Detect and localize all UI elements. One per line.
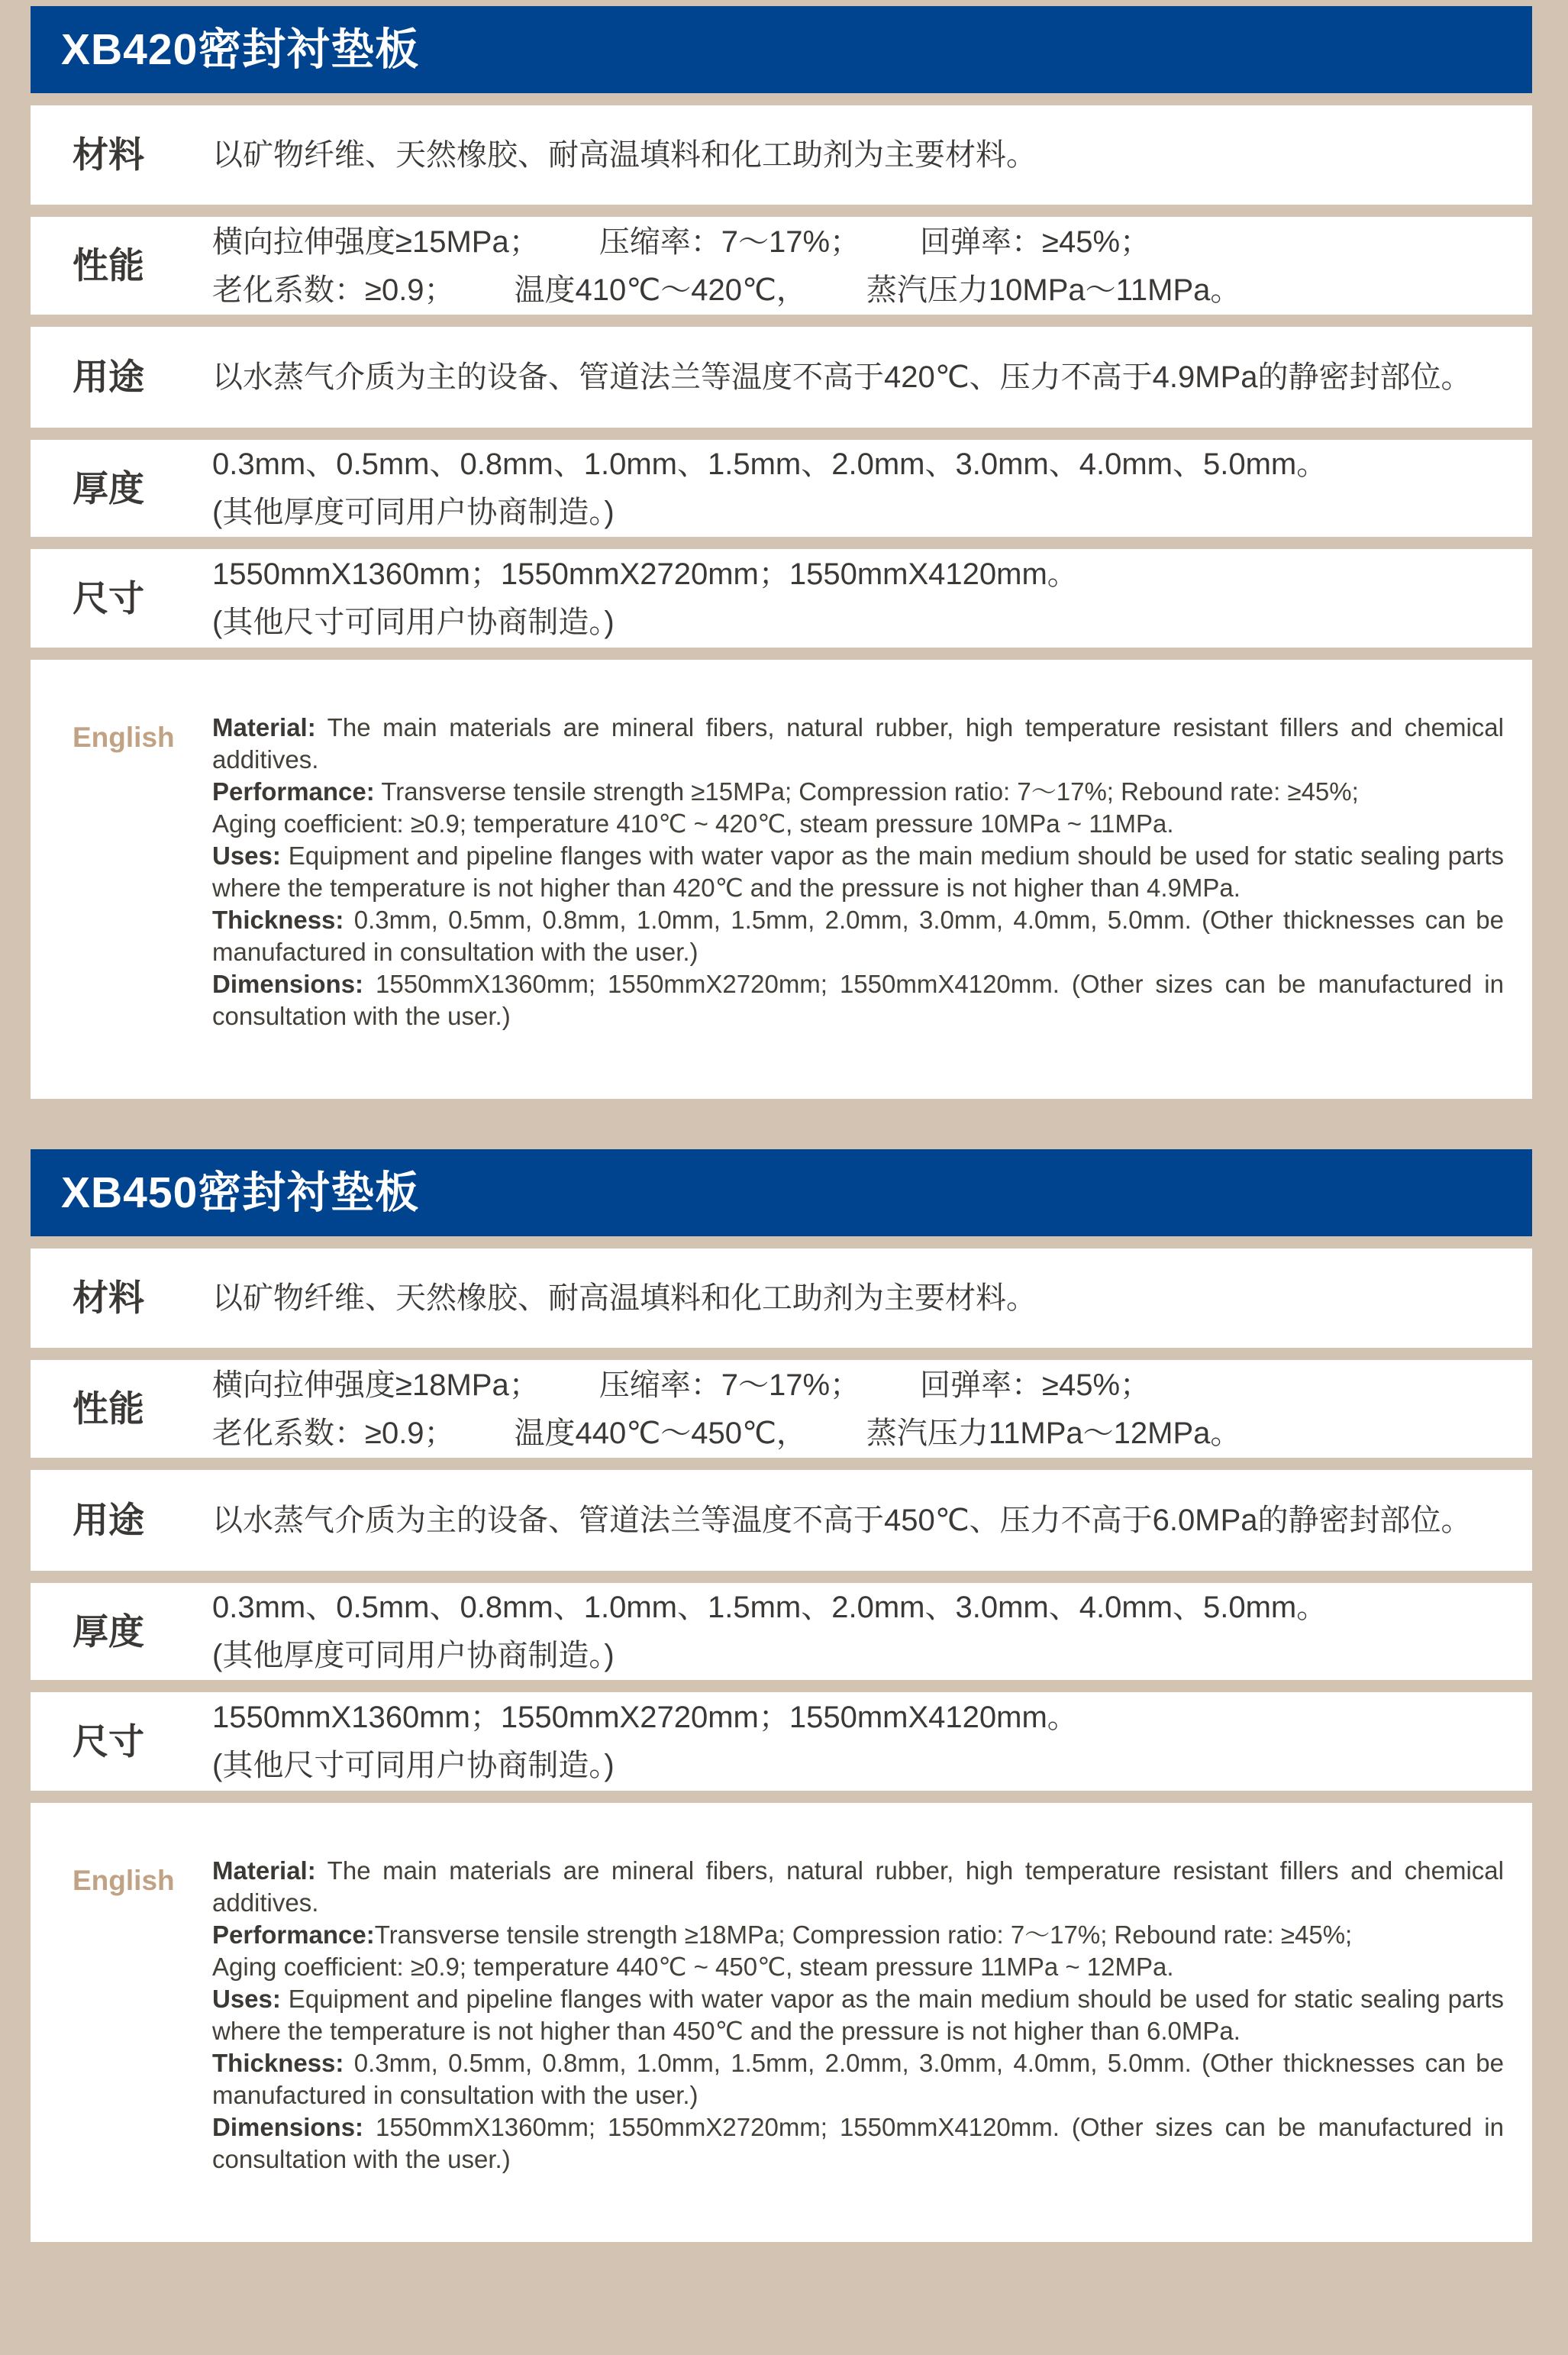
paragraph-text: Transverse tensile strength ≥15MPa; Compression ratio: 7～17%; Rebound rate: ≥45%; — [374, 777, 1359, 806]
paragraph-text: Equipment and pipeline flanges with water vapor as the main medium should be used for static sealing parts where the temperature is not higher than 420℃ and the pressure is not higher than 4.9MPa. — [212, 842, 1504, 902]
performance-segment: 温度440℃～450℃， — [514, 1416, 807, 1450]
spec-value-thickness — [212, 446, 1504, 531]
english-paragraph-thickness — [212, 904, 1504, 968]
product-title: XB420密封衬垫板 — [61, 24, 420, 74]
paragraph-text: Aging coefficient: ≥0.9; temperature 440℃ ~ 450℃, steam pressure 11MPa ~ 12MPa. — [212, 1953, 1174, 1981]
spec-row-material — [31, 1249, 1532, 1348]
paragraph-text: 1550mmX1360mm; 1550mmX2720mm; 1550mmX4120mm. (Other sizes can be manufactured in consultation with the user.) — [212, 2113, 1504, 2173]
thickness-values: 0.3mm、0.5mm、0.8mm、1.0mm、1.5mm、2.0mm、3.0mm、4.0mm、5.0mm。 — [212, 447, 1328, 481]
spec-row-dimensions — [31, 549, 1532, 648]
spec-row-english — [31, 1803, 1532, 2242]
thickness-values: 0.3mm、0.5mm、0.8mm、1.0mm、1.5mm、2.0mm、3.0mm、4.0mm、5.0mm。 — [212, 1591, 1328, 1624]
performance-segment: 蒸汽压力10MPa～11MPa。 — [866, 273, 1241, 307]
spec-row-uses — [31, 327, 1532, 428]
performance-line-2 — [212, 272, 1504, 309]
spec-value-uses: 以水蒸气介质为主的设备、管道法兰等温度不高于450℃、压力不高于6.0MPa的静密封部位。 — [212, 1504, 1472, 1537]
paragraph-text: Equipment and pipeline flanges with water vapor as the main medium should be used for static sealing parts where the temperature is not higher than 450℃ and the pressure is not higher than 6.0MPa. — [212, 1985, 1504, 2045]
paragraph-term: Material: — [212, 713, 316, 741]
performance-segment: 蒸汽压力11MPa～12MPa。 — [866, 1416, 1241, 1450]
spec-row-thickness — [31, 1583, 1532, 1680]
spec-label-performance: 性能 — [73, 1388, 144, 1429]
spec-value-dimensions — [212, 1699, 1504, 1784]
paragraph-text: The main materials are mineral fibers, natural rubber, high temperature resistant fillers and chemical additives. — [212, 713, 1504, 774]
spec-label-thickness: 厚度 — [73, 1610, 144, 1652]
spec-label-material: 材料 — [73, 1278, 144, 1319]
thickness-note: (其他厚度可同用户协商制造。) — [212, 1639, 615, 1672]
spec-label-thickness: 厚度 — [73, 467, 144, 509]
spec-label-dimensions: 尺寸 — [73, 577, 144, 619]
paragraph-text: Aging coefficient: ≥0.9; temperature 410℃ ~ 420℃, steam pressure 10MPa ~ 11MPa. — [212, 809, 1174, 838]
spec-row-dimensions — [31, 1692, 1532, 1791]
performance-segment: 回弹率：≥45%； — [920, 225, 1151, 259]
spec-row-material — [31, 105, 1532, 205]
performance-segment: 回弹率：≥45%； — [920, 1368, 1151, 1402]
performance-line-1 — [212, 1367, 1504, 1404]
spec-row-thickness — [31, 440, 1532, 537]
spec-row-uses — [31, 1470, 1532, 1571]
paragraph-term: Performance: — [212, 1921, 375, 1949]
english-paragraph-uses — [212, 840, 1504, 904]
spec-label-uses: 用途 — [73, 357, 144, 398]
spec-value-uses: 以水蒸气介质为主的设备、管道法兰等温度不高于420℃、压力不高于4.9MPa的静密封部位。 — [212, 360, 1472, 394]
spec-value-performance — [212, 1367, 1504, 1452]
paragraph-term: Dimensions: — [212, 2113, 364, 2141]
paragraph-term: Dimensions: — [212, 970, 364, 998]
spec-row-performance — [31, 1360, 1532, 1458]
paragraph-text: 0.3mm, 0.5mm, 0.8mm, 1.0mm, 1.5mm, 2.0mm, 3.0mm, 4.0mm, 5.0mm. (Other thicknesses can be manufactured in consultation with the user.) — [212, 2049, 1504, 2109]
paragraph-text: Transverse tensile strength ≥18MPa; Compression ratio: 7～17%; Rebound rate: ≥45%; — [374, 1921, 1353, 1949]
english-paragraph-dimensions — [212, 2111, 1504, 2176]
dimensions-note: (其他尺寸可同用户协商制造。) — [212, 606, 615, 639]
english-label: English — [73, 1865, 175, 1896]
paragraph-text: The main materials are mineral fibers, natural rubber, high temperature resistant fillers and chemical additives. — [212, 1856, 1504, 1917]
spec-label-performance: 性能 — [73, 245, 144, 286]
performance-segment: 横向拉伸强度≥18MPa； — [212, 1368, 540, 1402]
dimensions-values: 1550mmX1360mm；1550mmX2720mm；1550mmX4120mm。 — [212, 1701, 1078, 1734]
performance-segment: 老化系数：≥0.9； — [212, 273, 455, 307]
paragraph-text: 0.3mm, 0.5mm, 0.8mm, 1.0mm, 1.5mm, 2.0mm, 3.0mm, 4.0mm, 5.0mm. (Other thicknesses can be manufactured in consultation with the user.) — [212, 906, 1504, 966]
performance-line-1 — [212, 224, 1504, 260]
performance-segment: 温度410℃～420℃， — [514, 273, 807, 307]
paragraph-term: Uses: — [212, 842, 281, 870]
english-paragraph-aging — [212, 808, 1504, 840]
product-header-xb420 — [31, 6, 1532, 93]
performance-segment: 横向拉伸强度≥15MPa； — [212, 225, 540, 259]
spec-value-material: 以矿物纤维、天然橡胶、耐高温填料和化工助剂为主要材料。 — [212, 138, 1037, 172]
paragraph-term: Thickness: — [212, 906, 344, 934]
spec-row-performance — [31, 217, 1532, 315]
performance-segment: 老化系数：≥0.9； — [212, 1416, 455, 1450]
product-block-xb420 — [31, 6, 1532, 1099]
performance-segment: 压缩率：7～17%； — [598, 225, 861, 259]
english-content — [212, 1855, 1504, 2176]
spec-value-performance — [212, 224, 1504, 309]
performance-segment: 压缩率：7～17%； — [598, 1368, 861, 1402]
paragraph-term: Thickness: — [212, 2049, 344, 2077]
spec-label-material: 材料 — [73, 134, 144, 176]
english-label: English — [73, 722, 175, 753]
spec-value-dimensions — [212, 556, 1504, 641]
english-content — [212, 712, 1504, 1032]
spec-label-dimensions: 尺寸 — [73, 1720, 144, 1762]
english-paragraph-thickness — [212, 2047, 1504, 2111]
product-title: XB450密封衬垫板 — [61, 1168, 420, 1217]
paragraph-term: Material: — [212, 1856, 316, 1885]
english-paragraph-material — [212, 1855, 1504, 1919]
dimensions-values: 1550mmX1360mm；1550mmX2720mm；1550mmX4120mm。 — [212, 557, 1078, 591]
english-paragraph-performance — [212, 1919, 1504, 1951]
dimensions-note: (其他尺寸可同用户协商制造。) — [212, 1749, 615, 1782]
spec-label-uses: 用途 — [73, 1500, 144, 1541]
english-paragraph-dimensions — [212, 968, 1504, 1032]
paragraph-term: Uses: — [212, 1985, 281, 2013]
spec-value-thickness — [212, 1589, 1504, 1674]
spec-row-english — [31, 660, 1532, 1099]
paragraph-term: Performance: — [212, 777, 375, 806]
spec-value-material: 以矿物纤维、天然橡胶、耐高温填料和化工助剂为主要材料。 — [212, 1281, 1037, 1315]
thickness-note: (其他厚度可同用户协商制造。) — [212, 496, 615, 529]
performance-line-2 — [212, 1415, 1504, 1452]
english-paragraph-aging — [212, 1951, 1504, 1983]
english-paragraph-performance — [212, 776, 1504, 808]
product-header-xb450 — [31, 1149, 1532, 1236]
english-paragraph-uses — [212, 1983, 1504, 2047]
paragraph-text: 1550mmX1360mm; 1550mmX2720mm; 1550mmX4120mm. (Other sizes can be manufactured in consultation with the user.) — [212, 970, 1504, 1030]
product-block-xb450 — [31, 1149, 1532, 2242]
english-paragraph-material — [212, 712, 1504, 776]
